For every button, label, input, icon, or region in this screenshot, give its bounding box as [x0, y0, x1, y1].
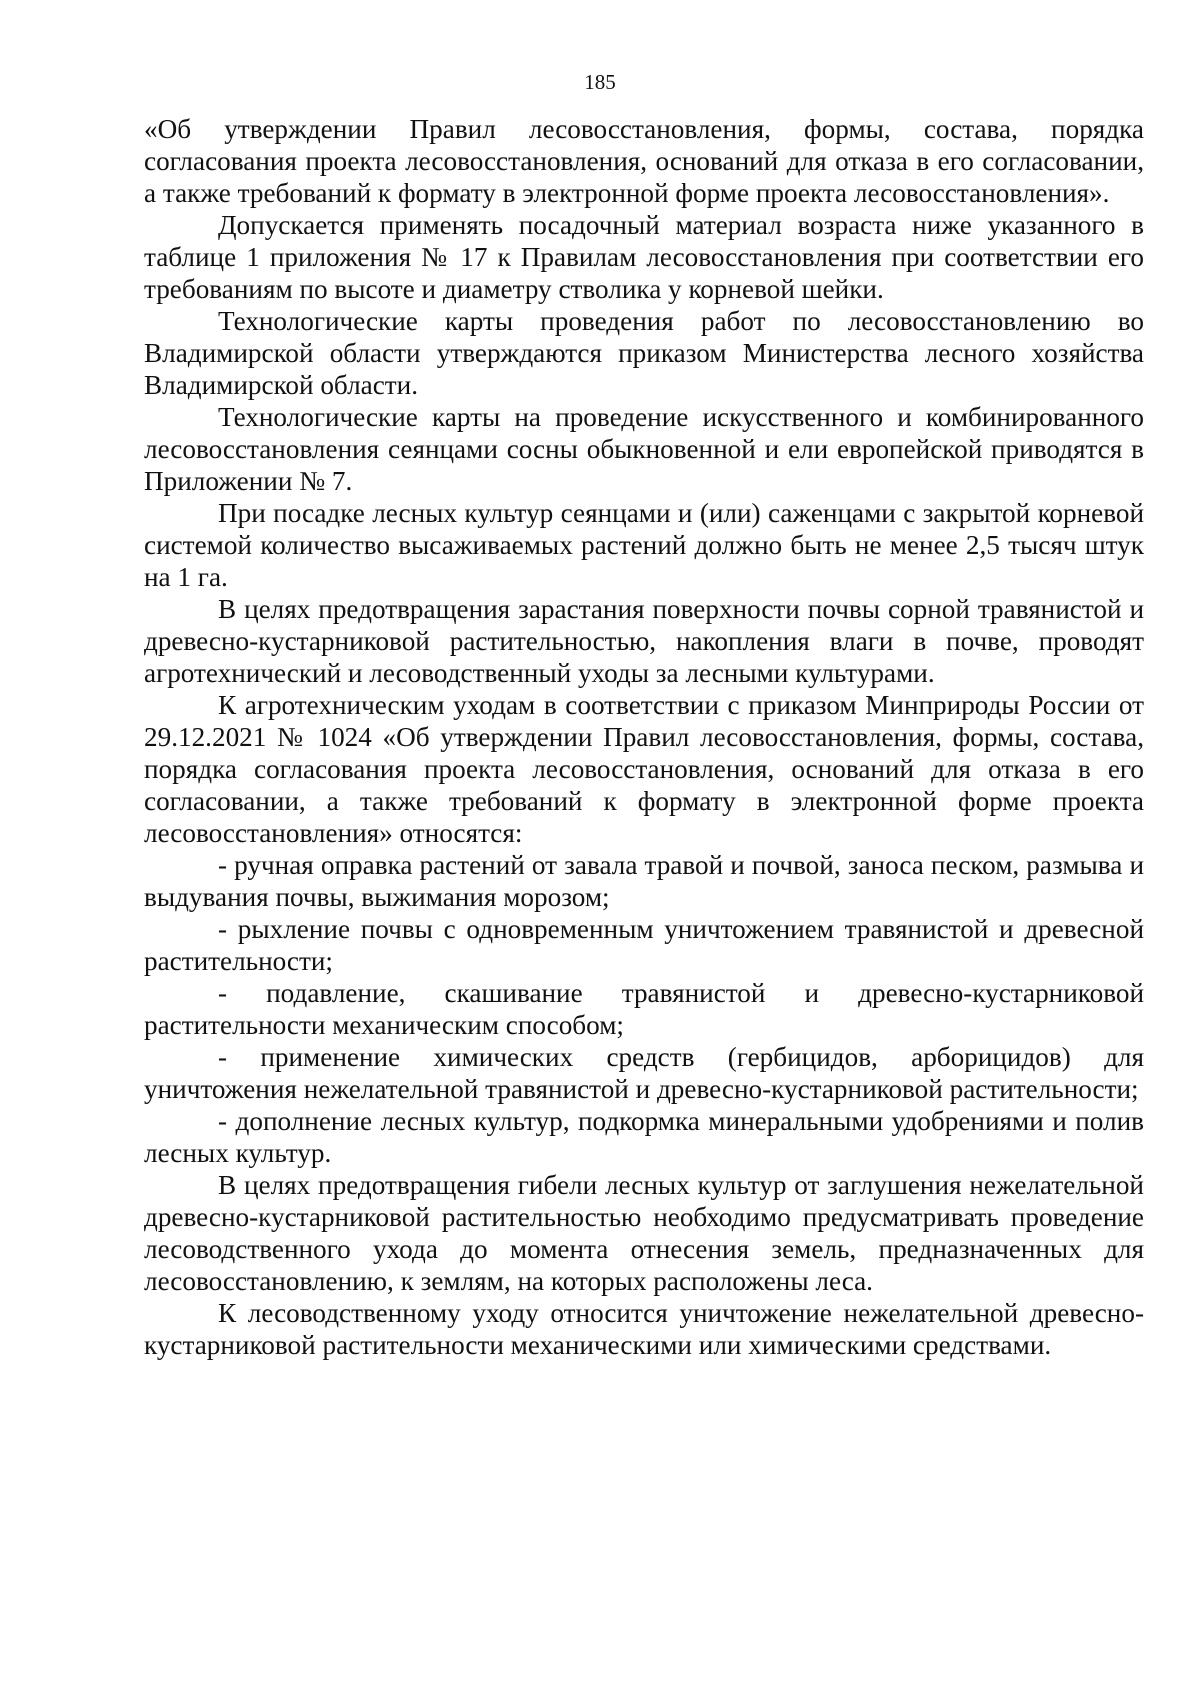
list-item: - дополнение лесных культур, подкормка минеральными удобрениями и полив лесных культур.	[144, 1106, 1144, 1168]
list-item: - рыхление почвы с одновременным уничтожением травянистой и древесной растительности;	[144, 914, 1144, 976]
paragraph: Технологические карты на проведение искусственного и комбинированного лесовосстановления сеянцами сосны обыкновенной и ели европейской приводятся в Приложении № 7.	[144, 402, 1144, 496]
paragraph: Технологические карты проведения работ по лесовосстановлению во Владимирской области утверждаются приказом Министерства лесного хозяйства Владимирской области.	[144, 306, 1144, 400]
list-item: - подавление, скашивание травянистой и древесно-кустарниковой растительности механическим способом;	[144, 978, 1144, 1040]
paragraph: В целях предотвращения зарастания поверхности почвы сорной травянистой и древесно-кустарниковой растительностью, накопления влаги в почве, проводят агротехнический и лесоводственный уходы за лесными культурами.	[144, 594, 1144, 688]
document-body	[144, 113, 1144, 1361]
page-number: 185	[584, 70, 616, 94]
paragraph: В целях предотвращения гибели лесных культур от заглушения нежелательной древесно-кустарниковой растительностью необходимо предусматривать проведение лесоводственного ухода до момента отнесения земель, предназначенных для лесовосстановлению, к землям, на которых расположены леса.	[144, 1170, 1144, 1296]
paragraph: Допускается применять посадочный материал возраста ниже указанного в таблице 1 приложения № 17 к Правилам лесовосстановления при соответствии его требованиям по высоте и диаметру стволика у корневой шейки.	[144, 210, 1144, 304]
paragraph: К лесоводственному уходу относится уничтожение нежелательной древесно-кустарниковой растительности механическими или химическими средствами.	[144, 1298, 1144, 1360]
paragraph-continuation: «Об утверждении Правил лесовосстановления, формы, состава, порядка согласования проекта лесовосстановления, оснований для отказа в его согласовании, а также требований к формату в электронной форме проекта лесовосстановления».	[144, 114, 1144, 208]
list-item: - применение химических средств (гербицидов, арборицидов) для уничтожения нежелательной травянистой и древесно-кустарниковой растительности;	[144, 1042, 1144, 1104]
list-item: - ручная оправка растений от завала травой и почвой, заноса песком, размыва и выдувания почвы, выжимания морозом;	[144, 850, 1144, 912]
paragraph: При посадке лесных культур сеянцами и (или) саженцами с закрытой корневой системой количество высаживаемых растений должно быть не менее 2,5 тысяч штук на 1 га.	[144, 498, 1144, 592]
paragraph: К агротехническим уходам в соответствии с приказом Минприроды России от 29.12.2021 № 1024 «Об утверждении Правил лесовосстановления, формы, состава, порядка согласования проекта лесовосстановления, оснований для отказа в его согласовании, а также требований к формату в электронной форме проекта лесовосстановления» относятся:	[144, 690, 1144, 848]
